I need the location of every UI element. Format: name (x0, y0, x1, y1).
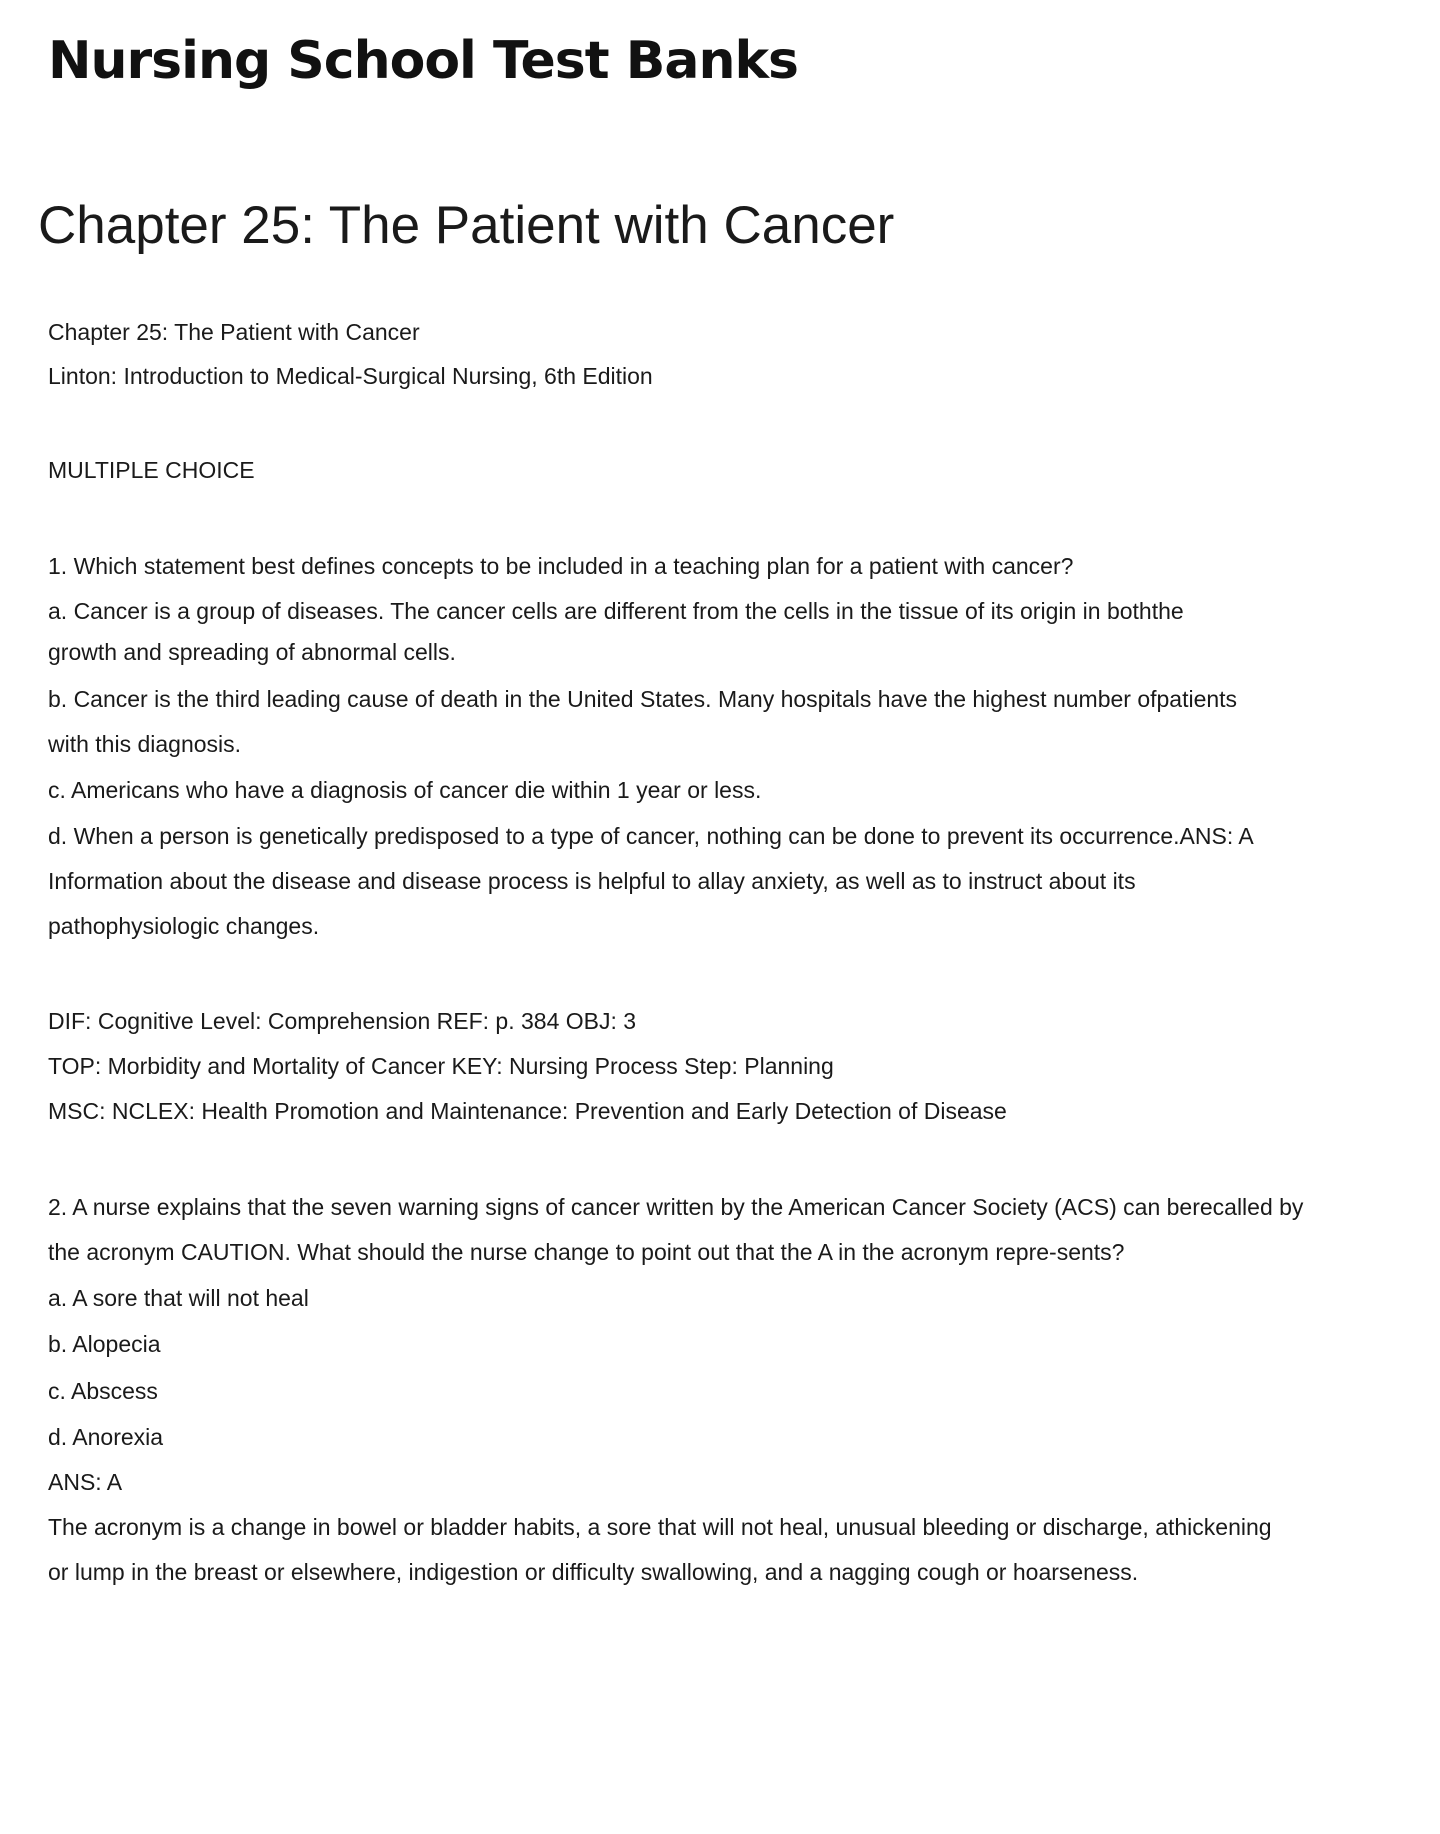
brand-title: Nursing School Test Banks (48, 31, 798, 91)
chapter-line: Chapter 25: The Patient with Cancer (48, 319, 420, 345)
q2-option-c: c. Abscess (48, 1378, 158, 1404)
q2-option-d: d. Anorexia (48, 1424, 164, 1450)
book-line: Linton: Introduction to Medical-Surgical Nursing, 6th Edition (48, 363, 653, 389)
q1-option-b: b. Cancer is the third leading cause of death in the United States. Many hospitals have the highest number ofpatients (48, 686, 1238, 712)
q2-option-b: b. Alopecia (48, 1331, 161, 1357)
q2-rationale: The acronym is a change in bowel or bladder habits, a sore that will not heal, unusual bleeding or discharge, athickening (48, 1514, 1272, 1540)
q1-meta-msc: MSC: NCLEX: Health Promotion and Maintenance: Prevention and Early Detection of Disease (48, 1098, 1007, 1124)
q2-rationale-cont: or lump in the breast or elsewhere, indigestion or difficulty swallowing, and a nagging cough or hoarseness. (48, 1559, 1139, 1585)
q1-option-a: a. Cancer is a group of diseases. The cancer cells are different from the cells in the tissue of its origin in boththe (48, 598, 1184, 624)
q1-stem: 1. Which statement best defines concepts to be included in a teaching plan for a patient with cancer? (48, 553, 1074, 579)
q2-option-a: a. A sore that will not heal (48, 1285, 309, 1311)
q1-option-c: c. Americans who have a diagnosis of cancer die within 1 year or less. (48, 777, 762, 803)
section-heading: MULTIPLE CHOICE (48, 457, 255, 483)
q1-option-d: d. When a person is genetically predisposed to a type of cancer, nothing can be done to prevent its occurrence.ANS: A (48, 823, 1254, 849)
q2-stem: 2. A nurse explains that the seven warning signs of cancer written by the American Cancer Society (ACS) can berecalled by (48, 1194, 1304, 1220)
q2-stem-cont: the acronym CAUTION. What should the nurse change to point out that the A in the acronym repre-sents? (48, 1239, 1125, 1265)
q2-answer: ANS: A (48, 1469, 123, 1495)
q1-rationale-cont: pathophysiologic changes. (48, 913, 320, 939)
q1-meta-top: TOP: Morbidity and Mortality of Cancer KEY: Nursing Process Step: Planning (48, 1053, 834, 1079)
q1-option-a-cont: growth and spreading of abnormal cells. (48, 639, 456, 665)
q1-rationale: Information about the disease and disease process is helpful to allay anxiety, as well as to instruct about its (48, 868, 1136, 894)
q1-option-b-cont: with this diagnosis. (48, 731, 242, 757)
chapter-heading: Chapter 25: The Patient with Cancer (38, 196, 895, 255)
q1-meta-dif: DIF: Cognitive Level: Comprehension REF: p. 384 OBJ: 3 (48, 1008, 637, 1034)
